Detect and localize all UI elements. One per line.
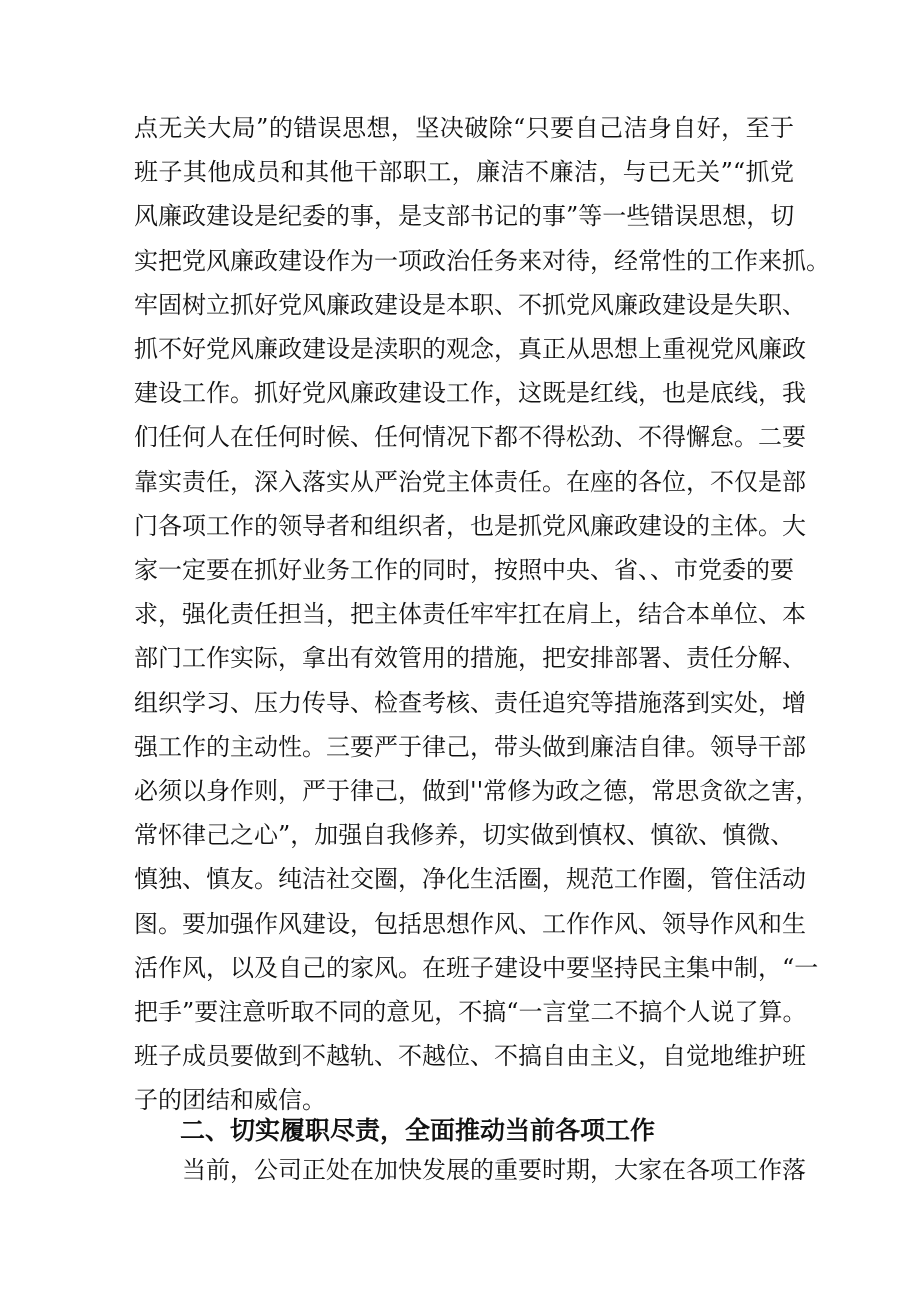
paragraph-line: 靠实责任，深入落实从严治党主体责任。在座的各位，不仅是部 xyxy=(134,468,806,496)
paragraph-line: 风廉政建设是纪委的事，是支部书记的事”等一些错误思想，切 xyxy=(134,202,795,230)
paragraph-line: 班子成员要做到不越轨、不越位、不搞自由主义，自觉地维护班 xyxy=(134,1042,806,1070)
paragraph-line: 建设工作。抓好党风廉政建设工作，这既是红线，也是底线，我 xyxy=(134,379,806,407)
paragraph-line: 强工作的主动性。三要严于律己，带头做到廉洁自律。领导干部 xyxy=(134,733,806,761)
section-heading: 二、切实履职尽责，全面推动当前各项工作 xyxy=(180,1116,656,1145)
paragraph-line: 实把党风廉政建设作为一项政治任务来对待，经常性的工作来抓。 xyxy=(134,247,830,275)
paragraph-line: 图。要加强作风建设，包括思想作风、工作作风、领导作风和生 xyxy=(134,910,806,938)
paragraph-line: 活作风，以及自己的家风。在班子建设中要坚持民主集中制，“一 xyxy=(134,954,819,982)
paragraph-line: 牢固树立抓好党风廉政建设是本职、不抓党风廉政建设是失职、 xyxy=(134,291,806,319)
paragraph-line: 子的团结和威信。 xyxy=(134,1086,326,1114)
paragraph-line: 们任何人在任何时候、任何情况下都不得松劲、不得懈怠。二要 xyxy=(134,423,806,451)
paragraph-line: 把手”要注意听取不同的意见，不搞“一言堂二不搞个人说了算。 xyxy=(134,998,807,1026)
paragraph-line: 组织学习、压力传导、检查考核、责任追究等措施落到实处，增 xyxy=(134,689,806,717)
paragraph-line: 常怀律己之心”，加强自我修养，切实做到慎权、慎欲、慎微、 xyxy=(134,821,795,849)
paragraph-line: 部门工作实际，拿出有效管用的措施，把安排部署、责任分解、 xyxy=(134,644,806,672)
paragraph-line: 慎独、慎友。纯洁社交圈，净化生活圈，规范工作圈，管住活动 xyxy=(134,865,806,893)
paragraph-line: 点无关大局”的错误思想，坚决破除“只要自己洁身自好，至于 xyxy=(134,114,794,142)
paragraph-line: 门各项工作的领导者和组织者，也是抓党风廉政建设的主体。大 xyxy=(134,512,806,540)
paragraph-line: 抓不好党风廉政建设是渎职的观念，真正从思想上重视党风廉政 xyxy=(134,335,806,363)
next-paragraph-line: 当前，公司正处在加快发展的重要时期，大家在各项工作落 xyxy=(182,1156,806,1184)
paragraph-line: 必须以身作则，严于律己，做到''常修为政之德，常思贪欲之害， xyxy=(134,777,820,805)
paragraph-line: 班子其他成员和其他干部职工，廉洁不廉洁，与已无关”“抓党 xyxy=(134,158,794,186)
paragraph-line: 家一定要在抓好业务工作的同时，按照中央、省、、市党委的要 xyxy=(134,556,794,584)
paragraph-line: 求，强化责任担当，把主体责任牢牢扛在肩上，结合本单位、本 xyxy=(134,600,806,628)
